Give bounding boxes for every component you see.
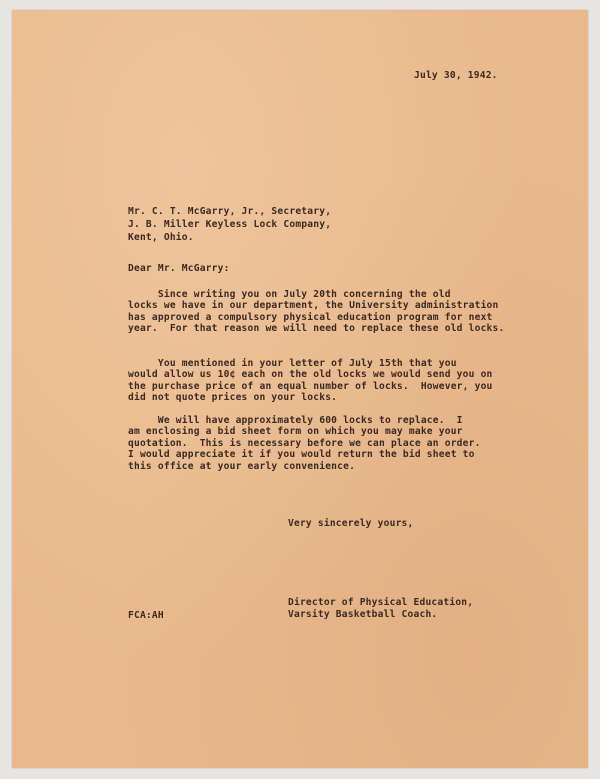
salutation: Dear Mr. McGarry: [128, 263, 230, 274]
closing: Very sincerely yours, [288, 518, 414, 529]
paragraph-line: has approved a compulsory physical education program for next [128, 311, 493, 323]
letter-date: July 30, 1942. [414, 70, 498, 81]
recipient-company-line: J. B. Miller Keyless Lock Company, [128, 219, 332, 230]
paragraph-line: locks we have in our department, the University administration [128, 300, 499, 312]
paragraph-line: You mentioned in your letter of July 15th that you [128, 358, 457, 369]
paragraph-line: the purchase price of an equal number of locks. However, you [128, 380, 493, 392]
paragraph-line: would allow us 10¢ each on the old locks we would send you on [128, 369, 493, 381]
body-paragraph-1 [128, 289, 568, 335]
paragraph-line: I would appreciate it if you would return the bid sheet to [128, 449, 475, 461]
body-paragraph-3 [128, 415, 568, 472]
paragraph-line: year. For that reason we will need to replace these old locks. [128, 323, 505, 335]
recipient-city-line: Kent, Ohio. [128, 232, 194, 243]
body-paragraph-2 [128, 358, 568, 404]
signature-title-line-2: Varsity Basketball Coach. [288, 609, 438, 620]
paragraph-line: am enclosing a bid sheet form on which you may make your [128, 426, 463, 438]
letter-page [12, 10, 588, 768]
paragraph-line: We will have approximately 600 locks to replace. I [128, 415, 463, 426]
signature-title-line-1: Director of Physical Education, [288, 597, 474, 608]
reference-initials: FCA:AH [128, 610, 164, 621]
paragraph-line: quotation. This is necessary before we can place an order. [128, 437, 481, 449]
paragraph-line: Since writing you on July 20th concerning the old [128, 289, 451, 300]
paragraph-line: did not quote prices on your locks. [128, 392, 338, 404]
recipient-name-line: Mr. C. T. McGarry, Jr., Secretary, [128, 206, 332, 217]
paragraph-line: this office at your early convenience. [128, 460, 356, 472]
